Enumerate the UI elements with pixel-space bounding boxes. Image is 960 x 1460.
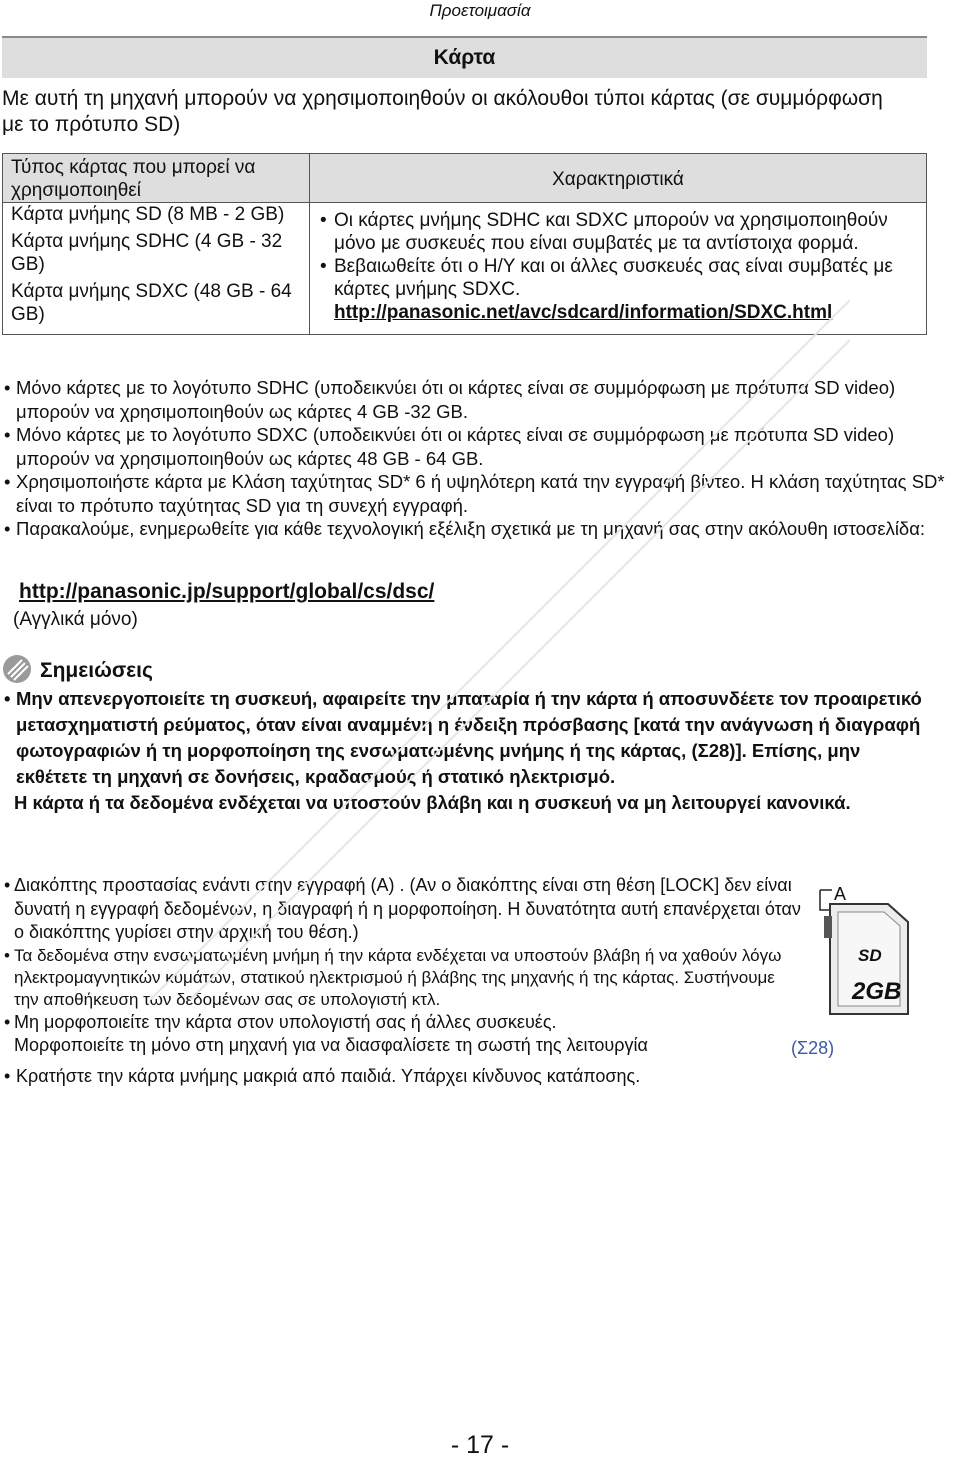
note-children: • Κρατήστε την κάρτα μνήμης μακριά από παιδιά. Υπάρχει κίνδυνος κατάποσης. <box>2 1064 640 1088</box>
note-data-damage: • Τα δεδομένα στην ενσωματωμένη μνήμη ή την κάρτα ενδέχεται να υποστούν βλάβη ή να χαθούν λόγω ηλεκτρομαγνητικών κυμάτων, στατικού ηλεκτρισμού ή βλάβης της μηχανής ή της κάρτας. Συστήνουμε την αποθήκευση των δεδομένων σας σε υπολογιστή κτλ. <box>2 945 802 1011</box>
page-ref-link[interactable]: (Σ28) <box>791 1038 835 1058</box>
page-number: - 17 - <box>450 1431 510 1459</box>
english-only-note: (Αγγλικά μόνο) <box>13 609 138 630</box>
note-write-protect: • Διακόπτης προστασίας ενάντι στην εγγραφή (A) . (Αν ο διακόπτης είναι στη θέση [LOCK] δεν είναι δυνατή η εγγραφή δεδομένων, η διαγραφή ή η μορφοποίηση. Η δυνατότητα αυτή επανέρχεται όταν ο διακόπτης γυρίσει στην αρχική του θέση.) <box>2 874 802 945</box>
warning-damage: Η κάρτα ή τα δεδομένα ενδέχεται να υποστούν βλάβη και η συσκευή να μη λειτουργεί κανονικά. <box>14 792 851 813</box>
card-types-cell <box>3 203 310 335</box>
intro-paragraph: Με αυτή τη μηχανή μπορούν να χρησιμοποιηθούν οι ακόλουθοι τύποι κάρτας (σε συμμόρφωση με το πρότυπο SD) <box>2 87 883 136</box>
info-bullets <box>2 376 947 541</box>
features-cell <box>310 203 927 335</box>
feature-text: Βεβαιωθείτε ότι ο Η/Υ και οι άλλες συσκευές σας είναι συμβατές με κάρτες μνήμης SDXC. <box>334 256 893 300</box>
sd-card-illustration <box>816 886 912 1021</box>
info-bullet-speed-class: • Χρησιμοποιήστε κάρτα με Κλάση ταχύτητας SD* 6 ή υψηλότερη κατά την εγγραφή βίντεο. Η κλάση ταχύτητας SD* είναι το πρότυπο ταχύτητας SD για τη συνεχή εγγραφή. <box>2 470 947 517</box>
running-head: Προετοιμασία <box>429 1 531 20</box>
col-type-header: Τύπος κάρτας που μπορεί να χρησιμοποιηθεί <box>3 154 310 203</box>
sdxc-info-link[interactable]: http://panasonic.net/avc/sdcard/information/SDXC.html <box>334 302 833 323</box>
card-type-sdhc: Κάρτα μνήμης SDHC (4 GB - 32 GB) <box>11 231 283 275</box>
notes-heading <box>2 654 153 684</box>
feature-item: • Οι κάρτες μνήμης SDHC και SDXC μπορούν να χρησιμοποιηθούν μόνο με συσκευές που είναι συμβατές με τα αντίστοιχα φορμά. <box>318 209 920 255</box>
note-format-pc: • Μη μορφοποιείτε την κάρτα στον υπολογιστή σας ή άλλες συσκευές. <box>2 1011 802 1035</box>
card-capacity: 2GB <box>852 978 902 1005</box>
col-features-header: Χαρακτηριστικά <box>310 154 927 203</box>
sd-logo: SD <box>858 946 882 965</box>
card-type-sdxc: Κάρτα μνήμης SDXC (48 GB - 64 GB) <box>11 281 292 325</box>
note-format-camera: Μορφοποιείτε τη μόνο στη μηχανή για να διασφαλίσετε τη σωστή της λειτουργία <box>14 1035 648 1055</box>
card-types-table <box>2 153 927 335</box>
feature-item <box>318 255 920 324</box>
callout-label: A <box>834 884 847 904</box>
support-link[interactable]: http://panasonic.jp/support/global/cs/dsc/ <box>19 580 435 603</box>
warning-block <box>2 686 932 816</box>
info-bullet-sdxc: • Μόνο κάρτες με το λογότυπο SDXC (υποδεικνύει ότι οι κάρτες είναι σε συμμόρφωση με πρότυπα SD video) μπορούν να χρησιμοποιηθούν ως κάρτες 48 GB - 64 GB. <box>2 423 947 470</box>
info-bullet-website: • Παρακαλούμε, ενημερωθείτε για κάθε τεχνολογική εξέλιξη σχετικά με τη μηχανή σας στην ακόλουθη ιστοσελίδα: <box>2 517 947 541</box>
section-title: Κάρτα <box>2 36 927 78</box>
pencil-note-icon <box>2 654 38 684</box>
handling-notes <box>2 874 802 1058</box>
card-type-sd: Κάρτα μνήμης SD (8 MB - 2 GB) <box>11 204 285 225</box>
warning-power-off: • Μην απενεργοποιείτε τη συσκευή, αφαιρείτε την μπαταρία ή την κάρτα ή αποσυνδέετε τον προαιρετικό μετασχηματιστή ρεύματος, όταν είναι αναμμένη η ένδειξη πρόσβασης [κατά την ανάγνωση ή διαγραφή φωτογραφιών ή τη μορφοποίηση της ενσωματωμένης μνήμης ή της κάρτας, (Σ28)]. Επίσης, μην εκθέτετε τη μηχανή σε δονήσεις, κραδασμούς ή στατικό ηλεκτρισμό. <box>2 686 932 790</box>
info-bullet-sdhc: • Μόνο κάρτες με το λογότυπο SDHC (υποδεικνύει ότι οι κάρτες είναι σε συμμόρφωση με πρότυπα SD video) μπορούν να χρησιμοποιηθούν ως κάρτες 4 GB -32 GB. <box>2 376 947 423</box>
notes-title: Σημειώσεις <box>40 659 153 682</box>
